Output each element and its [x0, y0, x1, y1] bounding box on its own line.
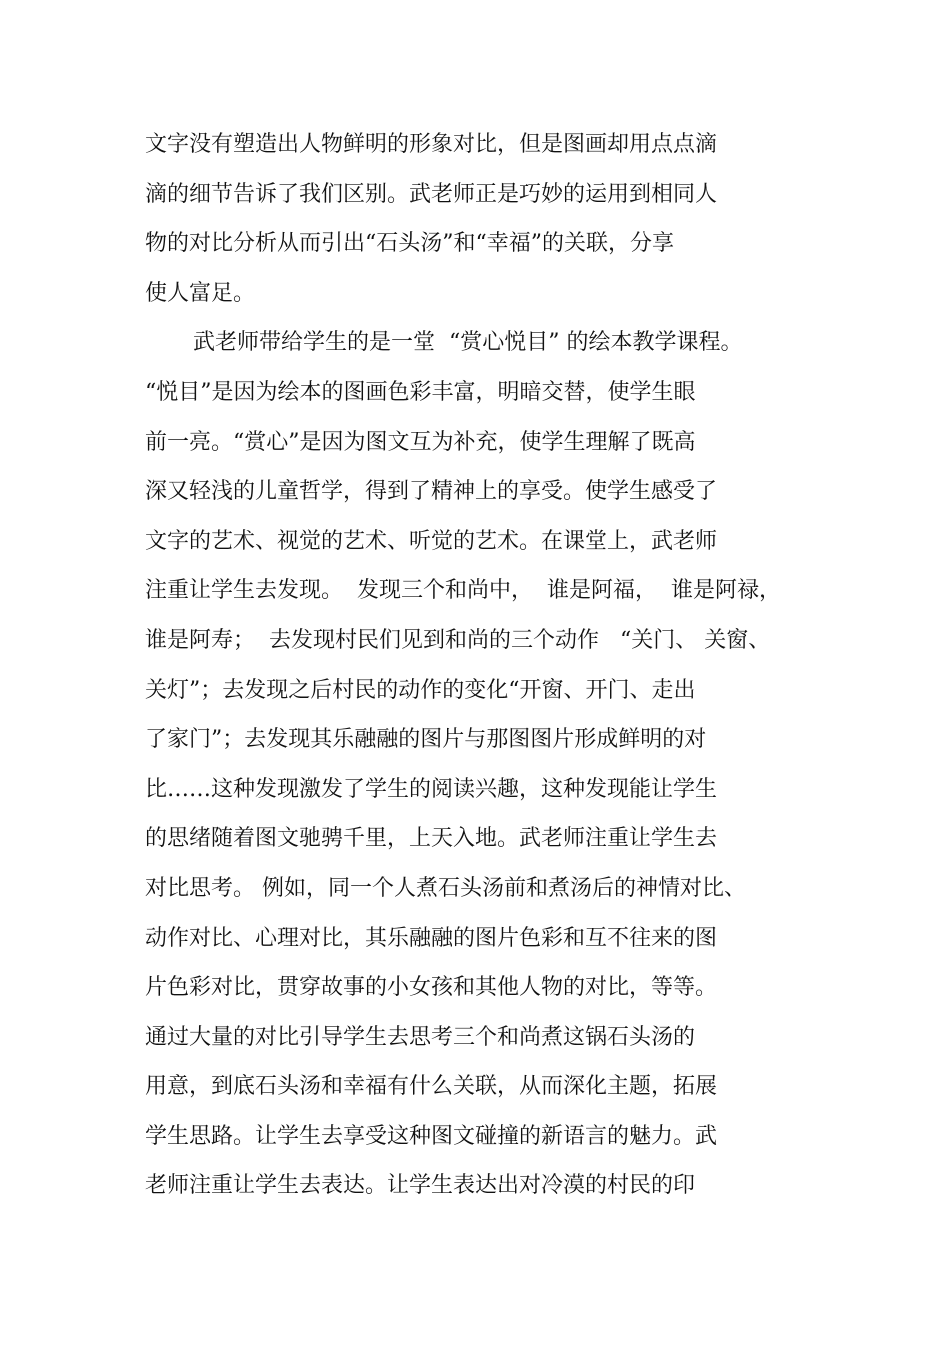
- body-text: [145, 120, 825, 1211]
- text-line: “悦目”是因为绘本的图画色彩丰富，明暗交替，使学生眼: [145, 379, 696, 405]
- text-line: 了家门”；去发现其乐融融的图片与那图图片形成鲜明的对: [145, 727, 707, 753]
- paragraph-start-line: 武老师带给学生的是一堂 “赏心悦目” 的绘本教学课程。: [193, 330, 743, 356]
- text-line: 通过大量的对比引导学生去思考三个和尚煮这锅石头汤的: [145, 1024, 696, 1050]
- text-line: 谁是阿寿； 去发现村民们见到和尚的三个动作 “关门、 关窗、: [145, 627, 771, 653]
- text-line: 比……这种发现激发了学生的阅读兴趣，这种发现能让学生: [145, 776, 718, 802]
- text-line: 的思绪随着图文驰骋千里，上天入地。武老师注重让学生去: [145, 826, 718, 852]
- text-line: 老师注重让学生去表达。让学生表达出对冷漠的村民的印: [145, 1173, 696, 1199]
- text-line: 滴的细节告诉了我们区别。武老师正是巧妙的运用到相同人: [145, 181, 718, 207]
- text-line: 学生思路。让学生去享受这种图文碰撞的新语言的魅力。武: [145, 1123, 718, 1149]
- text-line: 用意，到底石头汤和幸福有什么关联，从而深化主题，拓展: [145, 1074, 718, 1100]
- text-line: 物的对比分析从而引出“石头汤”和“幸福”的关联，分享: [145, 231, 674, 257]
- text-line: 文字的艺术、视觉的艺术、听觉的艺术。在课堂上，武老师: [145, 528, 718, 554]
- text-line: 深又轻浅的儿童哲学，得到了精神上的享受。使学生感受了: [145, 479, 718, 505]
- text-line: 片色彩对比，贯穿故事的小女孩和其他人物的对比，等等。: [145, 975, 718, 1001]
- text-line: 注重让学生去发现。 发现三个和尚中， 谁是阿福， 谁是阿禄，: [145, 578, 781, 604]
- text-line: 对比思考。 例如，同一个人煮石头汤前和煮汤后的神情对比、: [145, 875, 746, 901]
- text-line: 关灯”；去发现之后村民的动作的变化“开窗、开门、走出: [145, 677, 696, 703]
- text-line: 文字没有塑造出人物鲜明的形象对比，但是图画却用点点滴: [145, 132, 718, 157]
- text-line: 动作对比、心理对比，其乐融融的图片色彩和互不往来的图: [145, 925, 718, 951]
- text-line: 前一亮。“赏心”是因为图文互为补充，使学生理解了既高: [145, 429, 696, 455]
- text-line: 使人富足。: [145, 280, 256, 306]
